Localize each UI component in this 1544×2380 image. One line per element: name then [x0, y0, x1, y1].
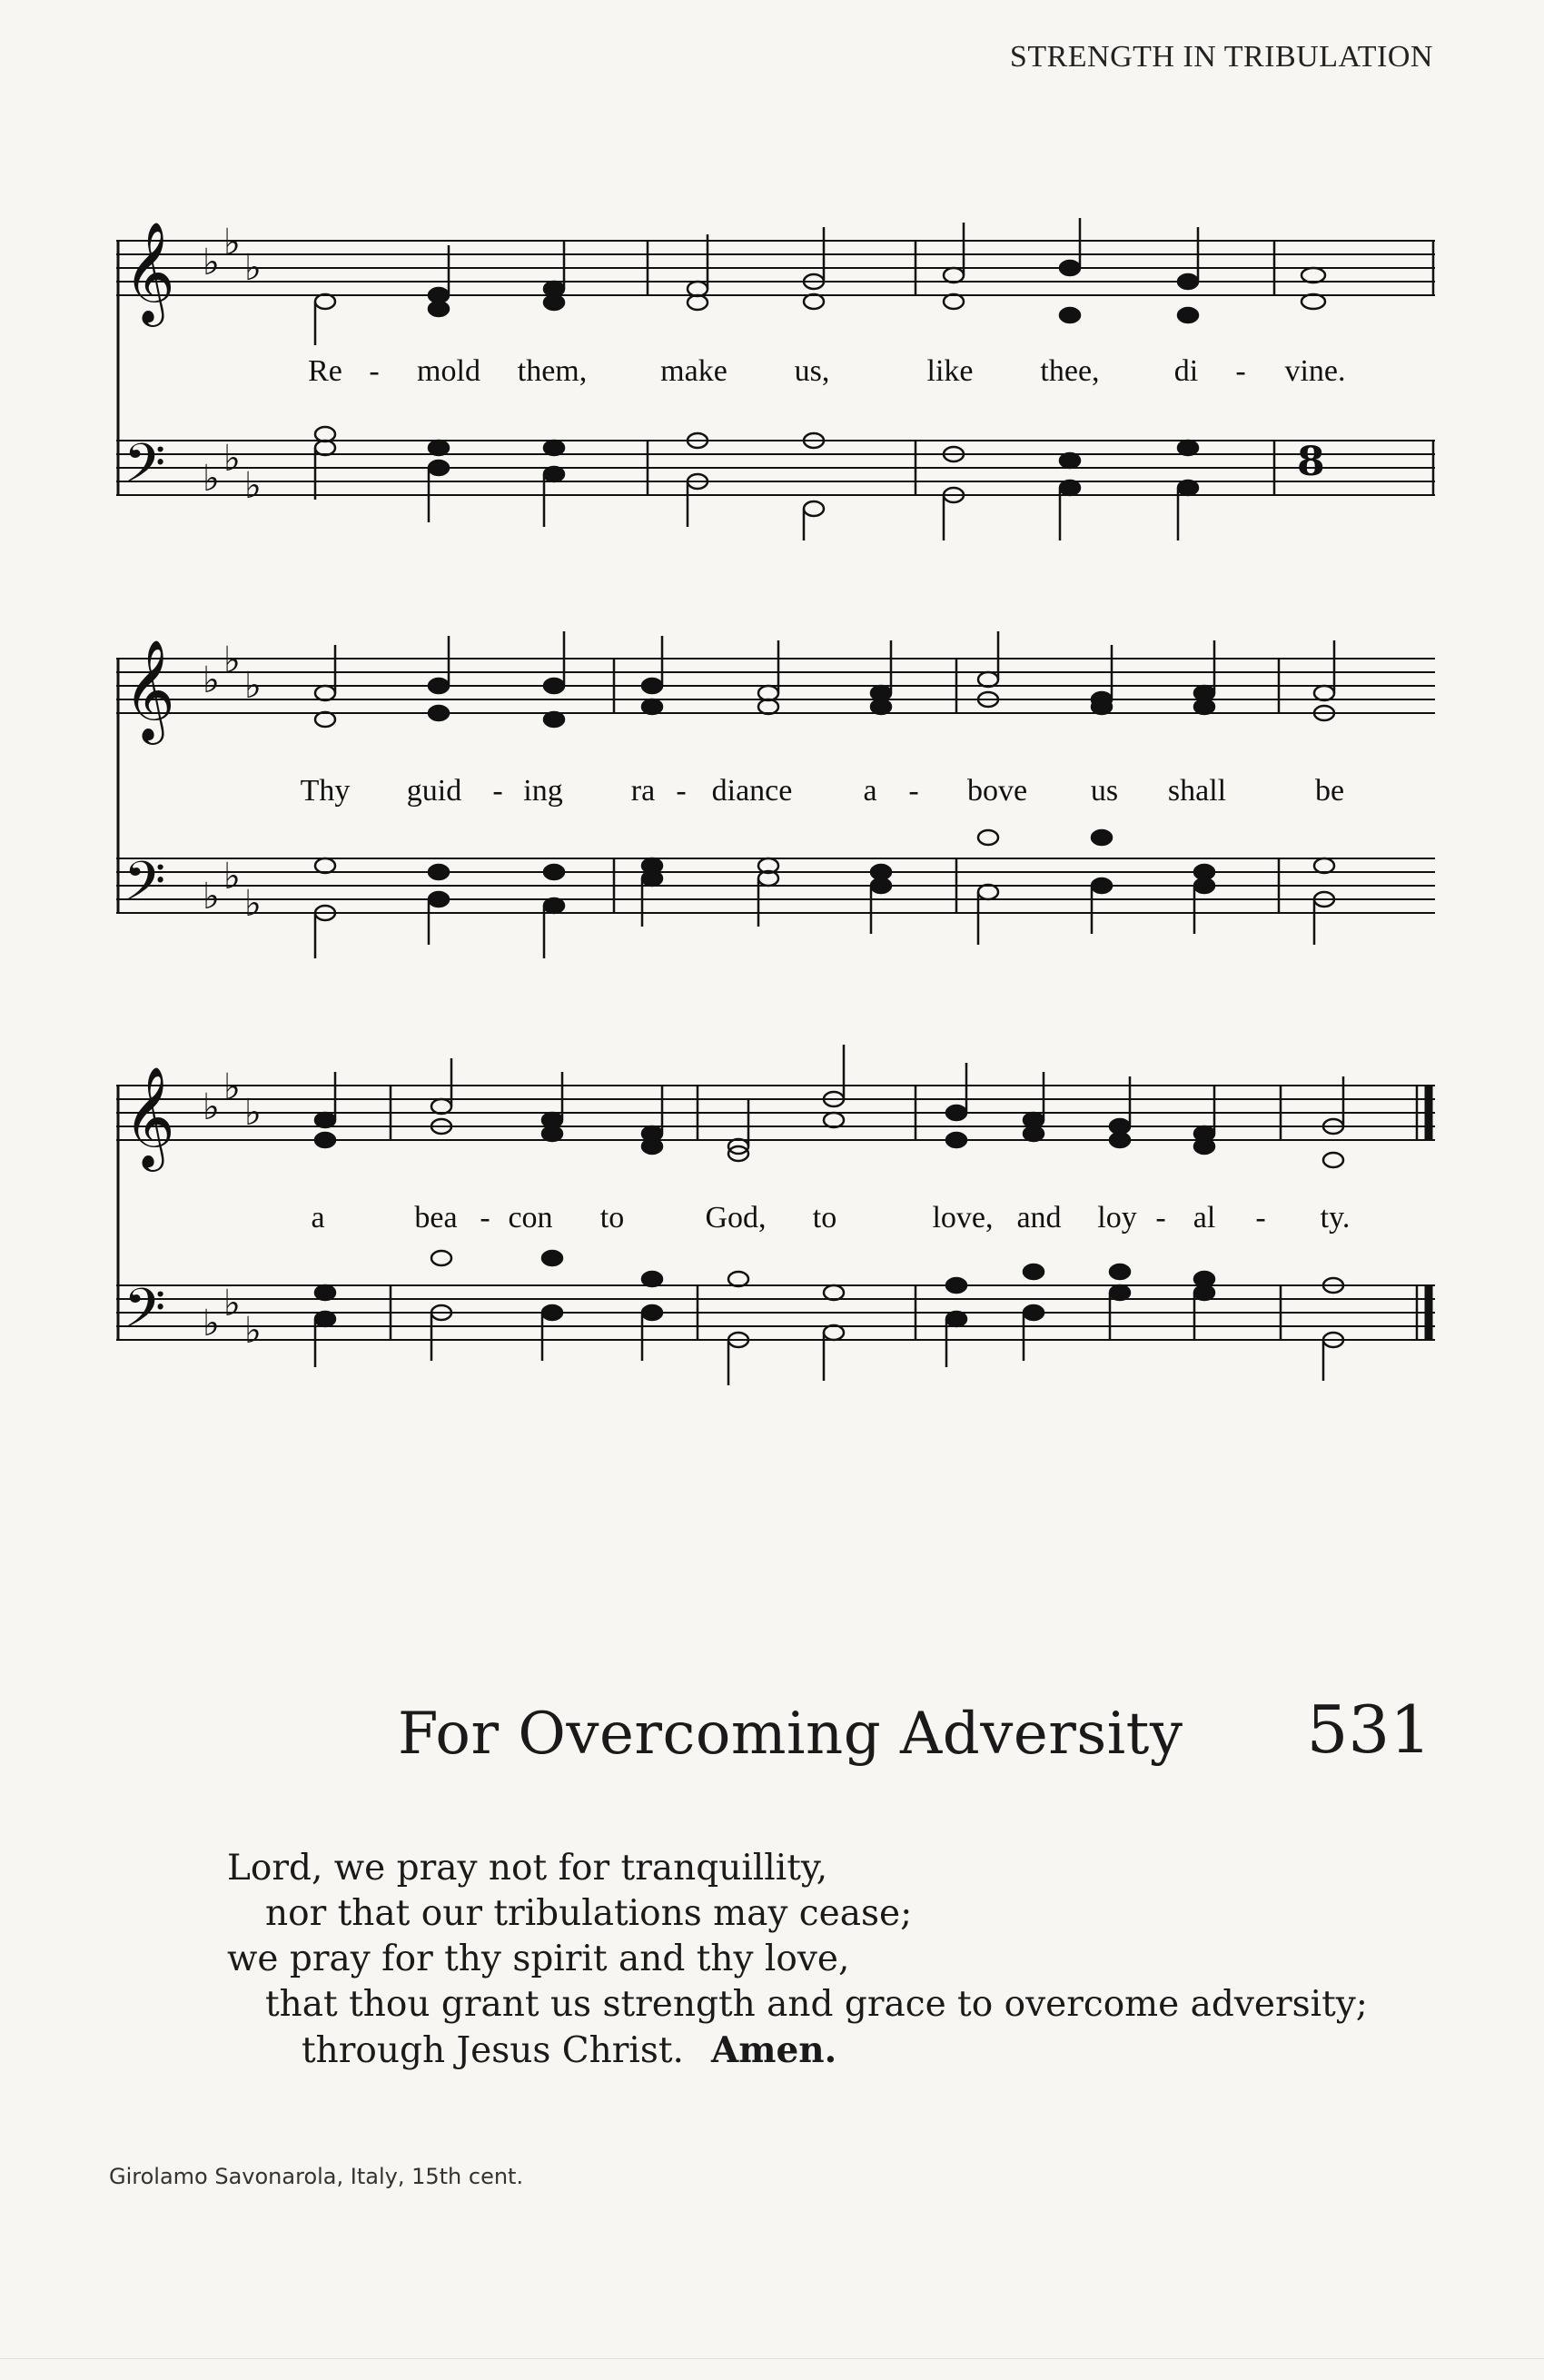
svg-text:♭: ♭ [203, 876, 220, 917]
source-attribution: Girolamo Savonarola, Italy, 15th cent. [109, 2164, 524, 2189]
lyric: a [311, 1201, 325, 1235]
svg-text:♭: ♭ [203, 1086, 220, 1128]
lyric-hyphen: - [908, 774, 919, 808]
page-edge [0, 2358, 1544, 2359]
prayer-text [227, 1846, 1368, 2074]
svg-text:𝄞: 𝄞 [124, 639, 175, 740]
lyric-hyphen: - [1255, 1201, 1266, 1235]
svg-text:𝄢: 𝄢 [124, 431, 166, 508]
svg-text:𝄞: 𝄞 [124, 221, 175, 322]
running-head: STRENGTH IN TRIBULATION [1009, 40, 1433, 74]
lyric: them, [517, 354, 588, 388]
svg-text:♭: ♭ [223, 856, 241, 897]
svg-text:♭: ♭ [223, 640, 241, 681]
lyric-hyphen: - [492, 774, 503, 808]
svg-text:♭: ♭ [203, 458, 220, 500]
lyric: bea [414, 1201, 458, 1235]
lyric: Thy [300, 774, 351, 808]
lyric: ing [523, 774, 563, 808]
music-system-1 [116, 221, 1435, 527]
lyric: ra [630, 774, 656, 808]
lyric-hyphen: - [1235, 354, 1246, 388]
lyric: love, [932, 1201, 994, 1235]
svg-text:♭: ♭ [244, 883, 262, 925]
lyric: vine. [1284, 354, 1346, 388]
svg-text:♭: ♭ [244, 247, 262, 289]
lyric: al [1193, 1201, 1216, 1235]
lyric: be [1314, 774, 1345, 808]
svg-text:♭: ♭ [244, 1310, 262, 1352]
svg-text:8: 8 [1297, 439, 1325, 485]
lyric-hyphen: - [1155, 1201, 1166, 1235]
svg-text:♭: ♭ [203, 659, 220, 701]
music-system-3 [116, 1066, 1435, 1372]
prayer-title: For Overcoming Adversity [398, 1701, 1183, 1768]
prayer-line: Lord, we pray not for tranquillity, [227, 1848, 828, 1889]
lyric: like [926, 354, 974, 388]
lyric: to [812, 1201, 837, 1235]
prayer-line: we pray for thy spirit and thy love, [227, 1939, 850, 1979]
lyric: and [1016, 1201, 1062, 1235]
prayer-line: nor that our tribulations may cease; [265, 1893, 913, 1934]
lyric: make [660, 354, 727, 388]
music-system-2 [116, 639, 1435, 945]
svg-text:𝄢: 𝄢 [124, 1276, 166, 1353]
svg-text:♭: ♭ [244, 665, 262, 707]
lyric: shall [1167, 774, 1227, 808]
lyric: ty. [1320, 1201, 1351, 1235]
hymn-number: 531 [1306, 1691, 1431, 1768]
lyric: con [508, 1201, 553, 1235]
lyric: mold [417, 354, 480, 388]
svg-text:♭: ♭ [223, 438, 241, 480]
svg-text:♭: ♭ [223, 1283, 241, 1324]
lyric: thee, [1040, 354, 1100, 388]
svg-text:♭: ♭ [203, 242, 220, 283]
prayer-line: through Jesus Christ. [302, 2030, 684, 2071]
svg-text:♭: ♭ [244, 1092, 262, 1134]
lyric: bove [966, 774, 1028, 808]
svg-text:♭: ♭ [244, 465, 262, 507]
svg-text:♭: ♭ [223, 222, 241, 263]
lyric: us, [794, 354, 830, 388]
amen: Amen. [710, 2029, 837, 2071]
svg-text:♭: ♭ [203, 1303, 220, 1344]
lyric: di [1173, 354, 1199, 388]
lyric-hyphen: - [676, 774, 687, 808]
prayer-line-final [227, 2028, 1368, 2074]
lyric-hyphen: - [480, 1201, 490, 1235]
prayer-line: that thou grant us strength and grace to overcome adversity; [265, 1984, 1368, 2025]
lyric: to [599, 1201, 625, 1235]
lyric: Re [308, 354, 342, 388]
lyric-hyphen: - [369, 354, 380, 388]
svg-text:𝄢: 𝄢 [124, 849, 166, 926]
svg-text:♭: ♭ [223, 1066, 241, 1108]
lyric: diance [711, 774, 793, 808]
svg-text:𝄞: 𝄞 [124, 1066, 175, 1167]
lyric: a [863, 774, 877, 808]
lyric: loy [1097, 1201, 1137, 1235]
lyric: guid [406, 774, 462, 808]
lyric: God, [705, 1201, 767, 1235]
lyric: us [1090, 774, 1119, 808]
